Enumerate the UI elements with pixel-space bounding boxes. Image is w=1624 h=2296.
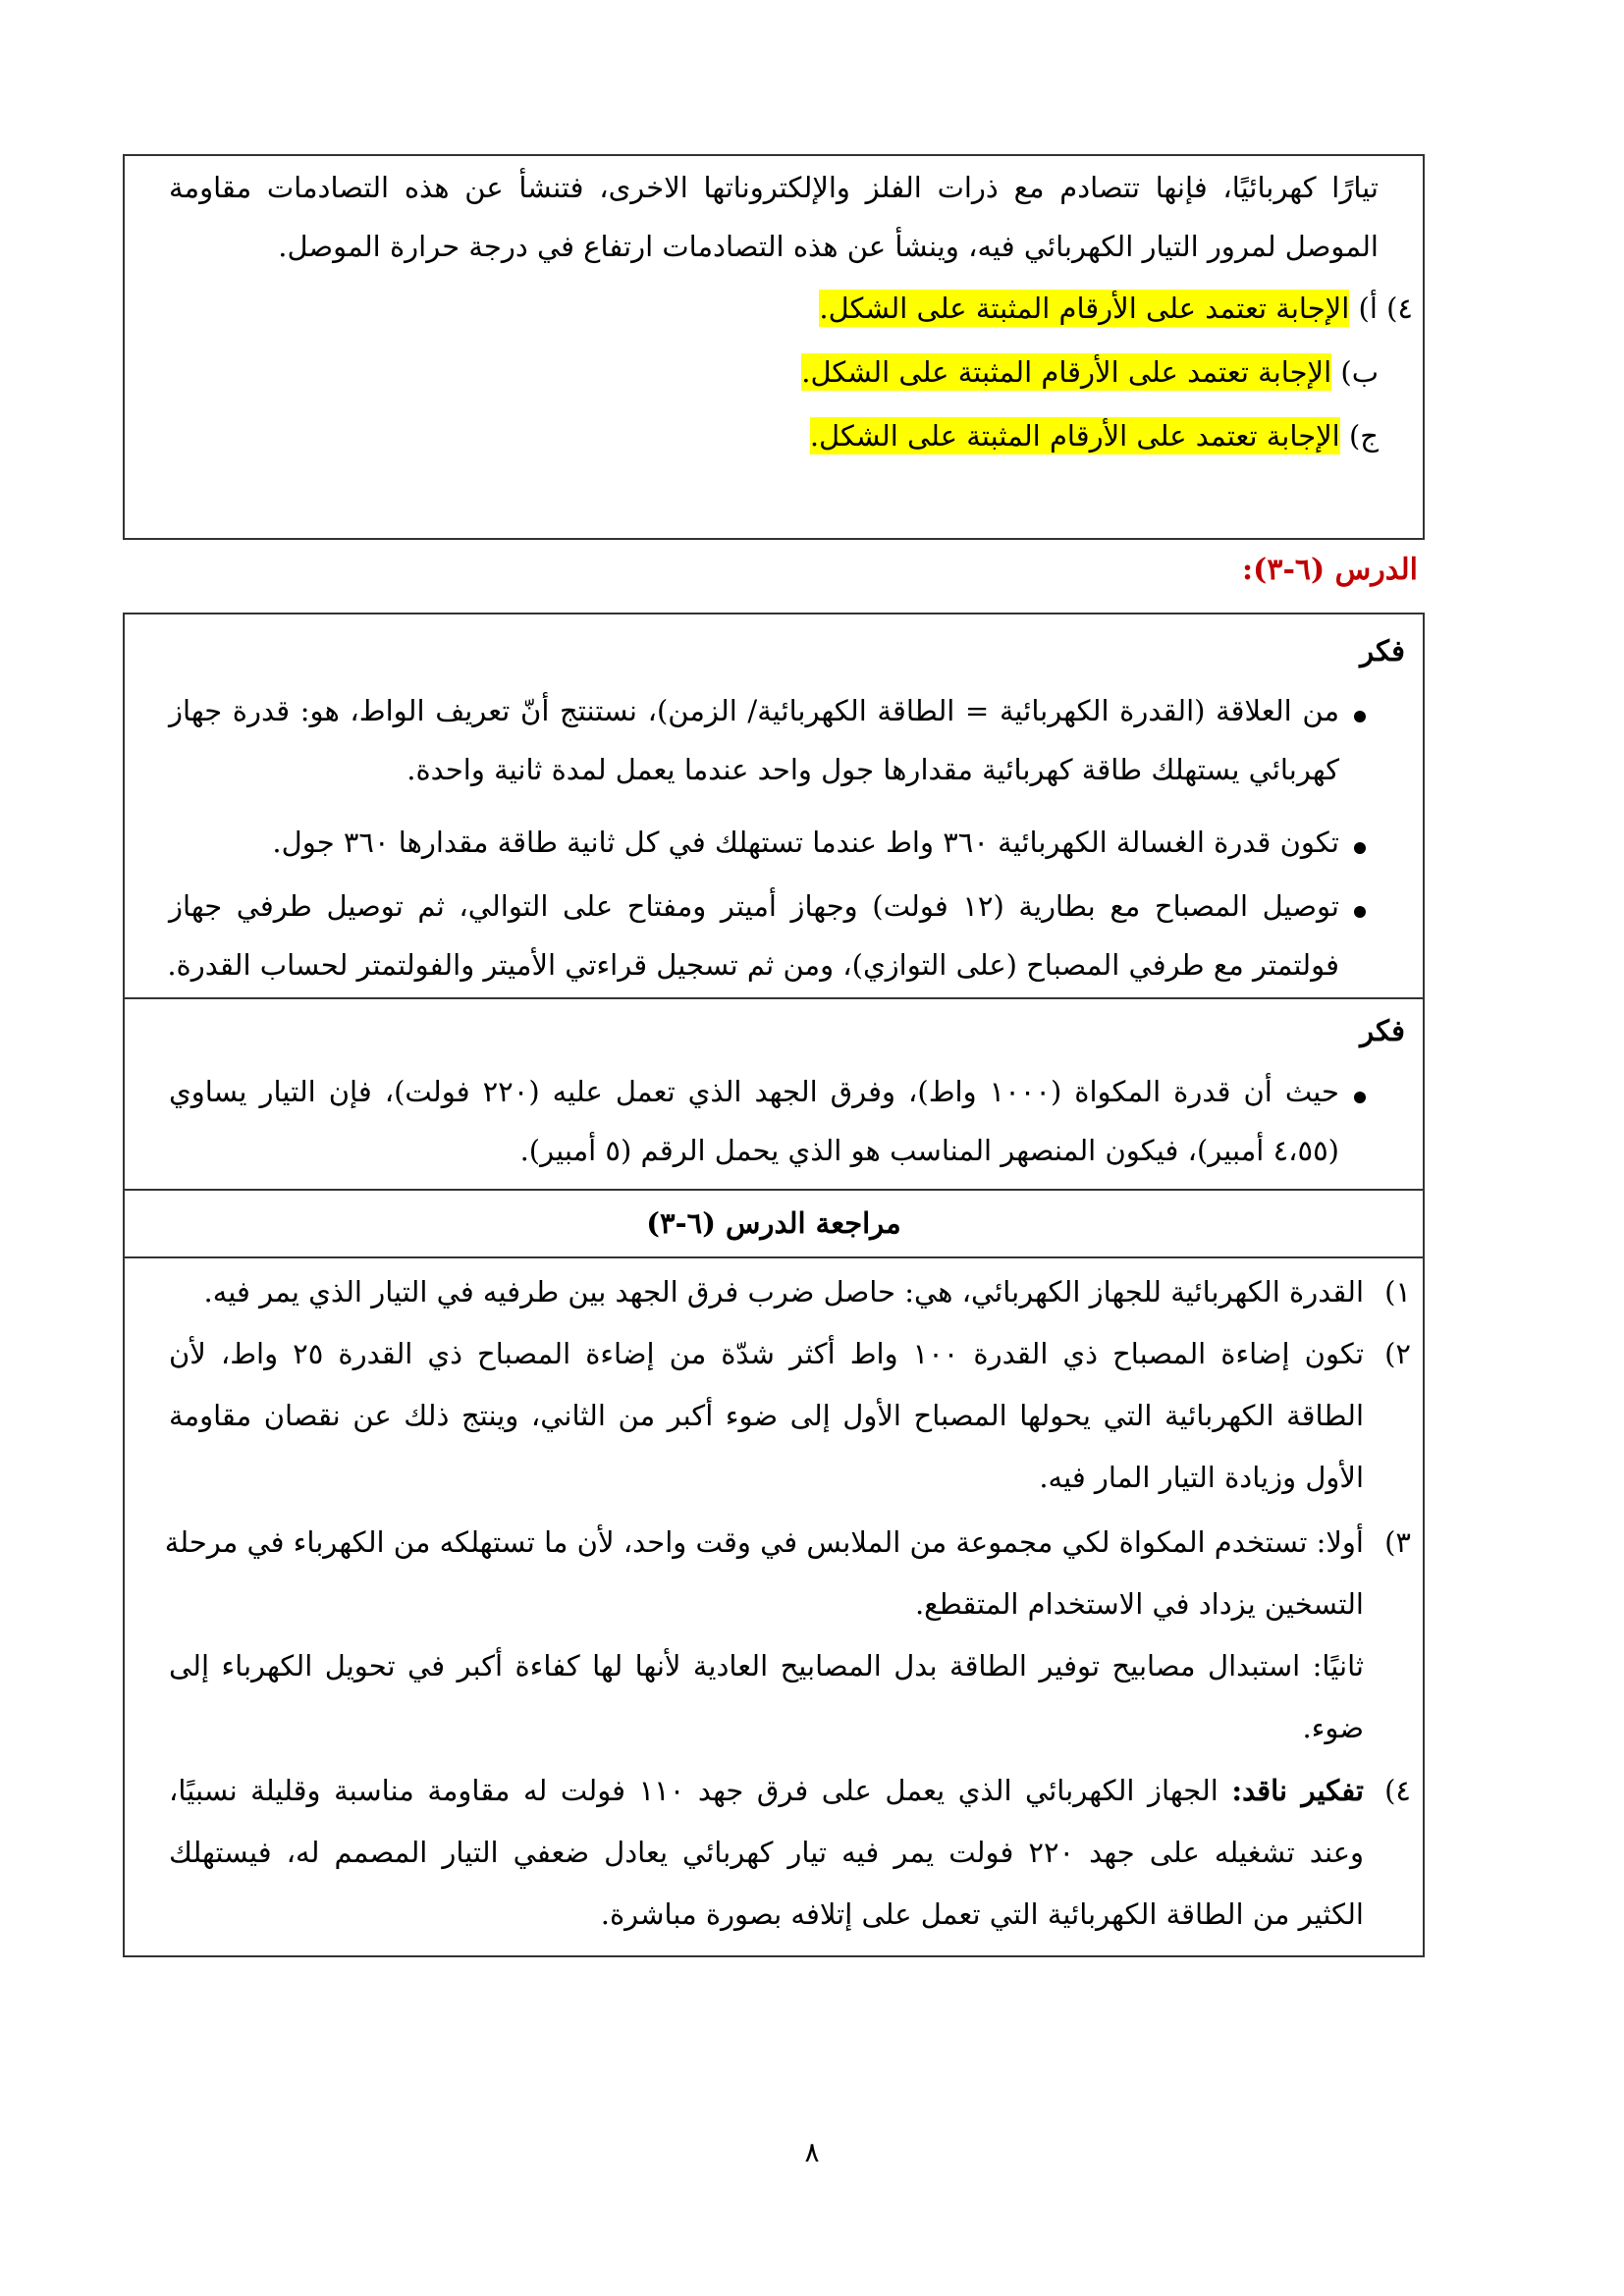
answer-box-top xyxy=(123,154,1425,540)
row-divider xyxy=(125,1256,1423,1258)
think-heading: فكر xyxy=(1360,634,1405,667)
part-label: ج) xyxy=(1348,419,1379,453)
text-line: حيث أن قدرة المكواة (١٠٠٠ واط)، وفرق الجهد الذي تعمل عليه (٢٢٠ فولت)، فإن التيار يساوي xyxy=(169,1075,1339,1108)
row-divider xyxy=(125,997,1423,999)
text-line: ثانيًا: استبدال مصابيح توفير الطاقة بدل المصابيح العادية لأنها لها كفاءة أكبر في تحويل الكهرباء إلى xyxy=(169,1649,1364,1682)
bullet-icon xyxy=(1354,842,1366,854)
text-line: كهربائي يستهلك طاقة كهربائية مقدارها جول واحد عندما يعمل لمدة ثانية واحدة. xyxy=(406,753,1339,786)
text-line: الكثير من الطاقة الكهربائية التي تعمل على إتلافه بصورة مباشرة. xyxy=(600,1897,1364,1931)
text-line: توصيل المصباح مع بطارية (١٢ فولت) وجهاز أميتر ومفتاح على التوالي، ثم توصيل طرفي جهاز xyxy=(169,889,1339,923)
question-number: ٢) xyxy=(1384,1337,1411,1370)
question-number: ٤) xyxy=(1386,292,1413,325)
question-4-part-c xyxy=(169,416,1379,455)
question-4-part-a xyxy=(169,289,1413,328)
text-line xyxy=(169,1771,1364,1810)
text-span: الجهاز الكهربائي الذي يعمل على فرق جهد ١١٠ فولت له مقاومة مناسبة وقليلة نسبيًا، xyxy=(169,1774,1218,1807)
text-line: أولا: تستخدم المكواة لكي مجموعة من الملابس في وقت واحد، لأن ما تستهلكه من الكهرباء في مرحلة xyxy=(164,1525,1364,1559)
text-line: الطاقة الكهربائية التي يحولها المصباح الأول إلى ضوء أكبر من الثاني، وينتج ذلك عن نقصان مقاومة xyxy=(169,1399,1364,1432)
lesson-table xyxy=(123,613,1425,1957)
bullet-icon xyxy=(1354,711,1366,722)
text-line: وعند تشغيله على جهد ٢٢٠ فولت يمر فيه تيار كهربائي يعادل ضعفي التيار المصمم له، فيستهلك xyxy=(169,1836,1364,1869)
bullet-icon xyxy=(1354,906,1366,918)
text-line: القدرة الكهربائية للجهاز الكهربائي، هي: حاصل ضرب فرق الجهد بين طرفيه في التيار الذي يمر فيه. xyxy=(203,1275,1364,1308)
text-line: التسخين يزداد في الاستخدام المتقطع. xyxy=(914,1587,1364,1621)
highlighted-answer: الإجابة تعتمد على الأرقام المثبتة على الشكل. xyxy=(809,419,1340,453)
part-label: ب) xyxy=(1340,355,1379,389)
text-line: فولتمتر مع طرفي المصباح (على التوازي)، ومن ثم تسجيل قراءتي الأميتر والفولتمتر لحساب القدرة. xyxy=(167,948,1339,982)
highlighted-answer: الإجابة تعتمد على الأرقام المثبتة على الشكل. xyxy=(801,355,1332,389)
question-number: ١) xyxy=(1384,1275,1411,1308)
question-number: ٣) xyxy=(1384,1525,1411,1559)
critical-thinking-label: تفكير ناقد: xyxy=(1231,1774,1364,1807)
text-line: (٤،٥٥ أمبير)، فيكون المنصهر المناسب هو الذي يحمل الرقم (٥ أمبير). xyxy=(519,1134,1339,1167)
part-label: أ) xyxy=(1358,292,1378,325)
think-heading: فكر xyxy=(1360,1014,1405,1047)
text-line: من العلاقة (القدرة الكهربائية = الطاقة الكهربائية/ الزمن)، نستنتج أنّ تعريف الواط، هو: قدرة جهاز xyxy=(169,694,1339,727)
text-line: الموصل لمرور التيار الكهربائي فيه، وينشأ عن هذه التصادمات ارتفاع في درجة حرارة الموصل. xyxy=(278,230,1379,263)
lesson-title: الدرس (٦-٣): xyxy=(1242,553,1418,587)
bullet-icon xyxy=(1354,1092,1366,1103)
question-4-part-b xyxy=(169,352,1379,392)
row-divider xyxy=(125,1189,1423,1191)
text-line: ضوء. xyxy=(1302,1711,1364,1744)
text-line: تكون قدرة الغسالة الكهربائية ٣٦٠ واط عندما تستهلك في كل ثانية طاقة مقدارها ٣٦٠ جول. xyxy=(272,826,1339,859)
question-number: ٤) xyxy=(1384,1774,1411,1807)
review-heading: مراجعة الدرس (٦-٣) xyxy=(646,1206,901,1240)
text-line: تكون إضاءة المصباح ذي القدرة ١٠٠ واط أكثر شدّة من إضاءة المصباح ذي القدرة ٢٥ واط، لأن xyxy=(169,1337,1365,1370)
text-line: الأول وزيادة التيار المار فيه. xyxy=(1039,1461,1364,1494)
page-number: ٨ xyxy=(804,2136,820,2168)
text-line: تيارًا كهربائيًا، فإنها تتصادم مع ذرات الفلز والإلكتروناتها الاخرى، فتنشأ عن هذه التصادمات مقاومة xyxy=(169,171,1379,204)
highlighted-answer: الإجابة تعتمد على الأرقام المثبتة على الشكل. xyxy=(819,292,1350,325)
